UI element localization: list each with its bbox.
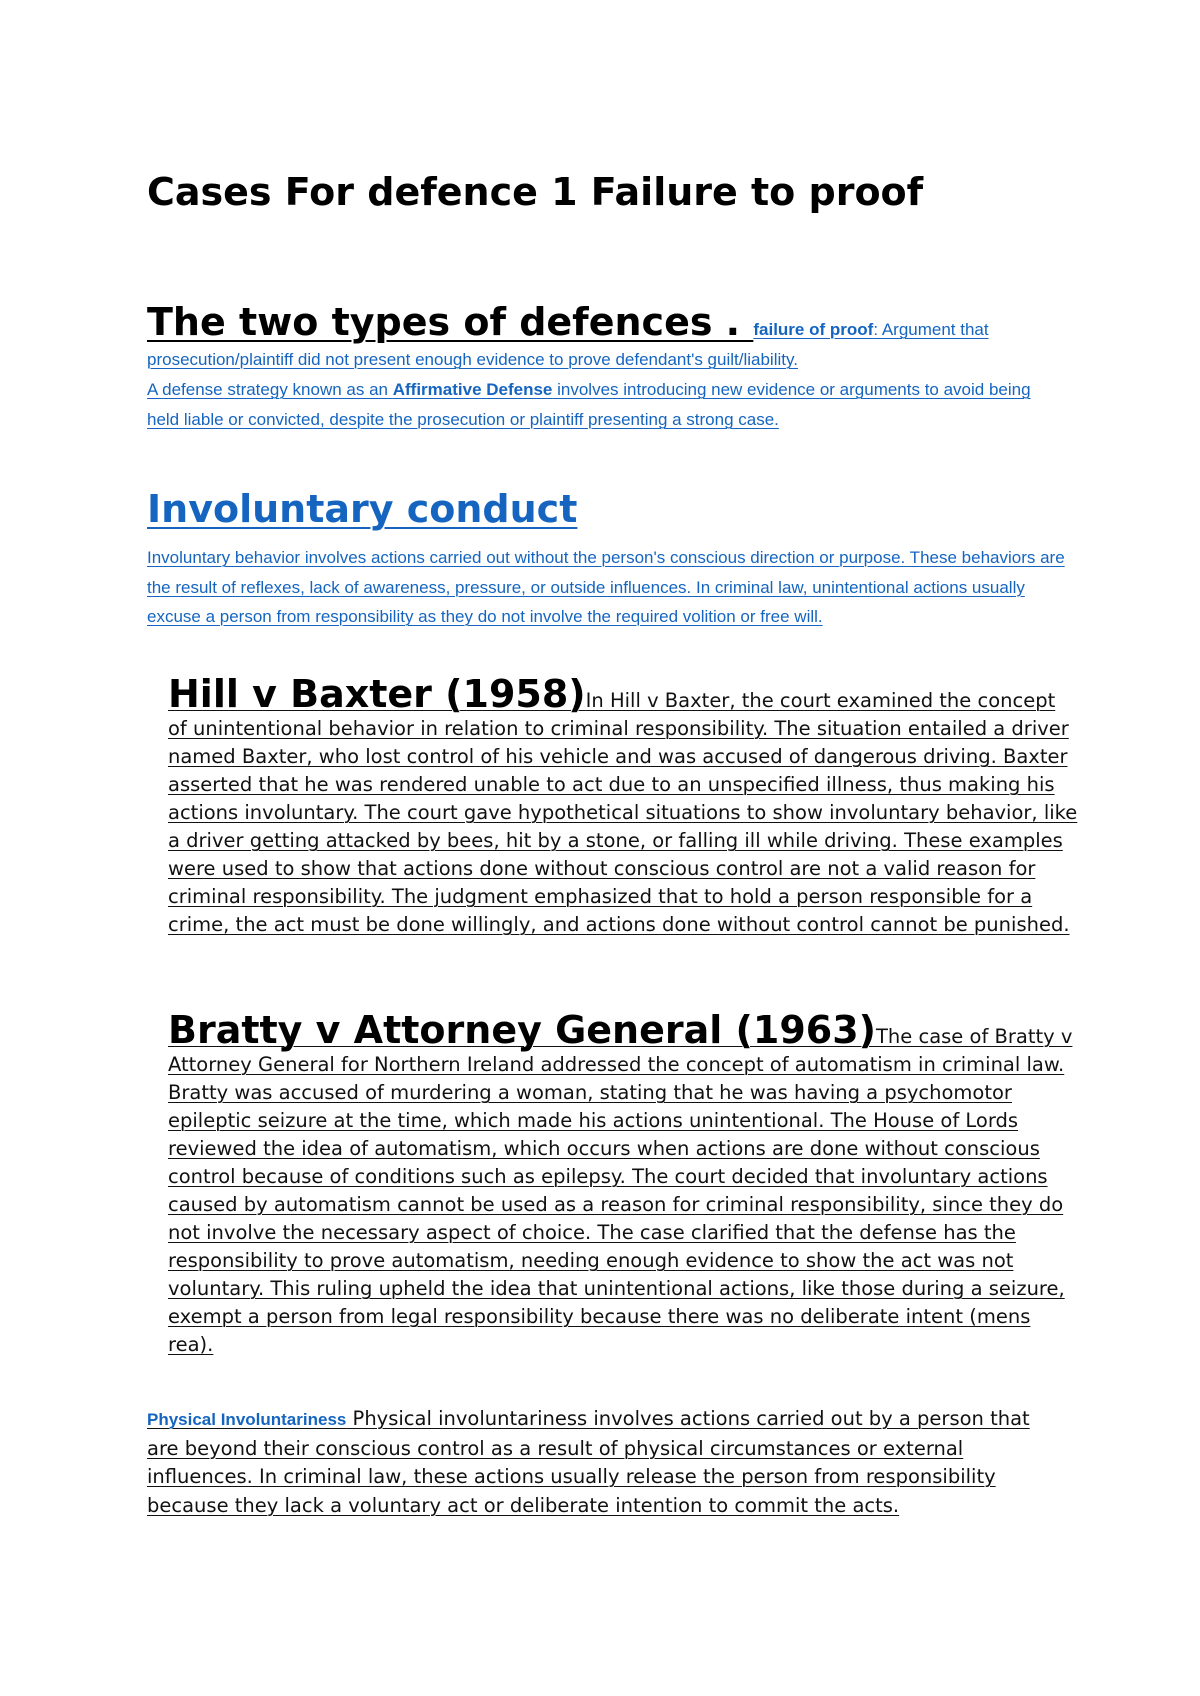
case-heading: Bratty v Attorney General (1963)	[168, 1008, 877, 1052]
case-bratty-v-attorney-general	[168, 1010, 1078, 1359]
affirmative-pre-text: A defense strategy known as an	[147, 380, 393, 399]
failure-of-proof-label: failure of proof	[753, 320, 874, 339]
involuntary-conduct-heading: Involuntary conduct	[147, 487, 578, 531]
affirmative-defense-label: Affirmative Defense	[392, 380, 553, 399]
case-hill-v-baxter	[168, 674, 1078, 939]
physical-involuntariness-text: Physical involuntariness involves actions carried out by a person that are beyond their conscious control as a result of physical circumstances or external influences. In criminal law, these actions usually release the person from responsibility because they lack a voluntary act or deliberate intention to commit the acts.	[147, 1407, 1030, 1517]
affirmative-post-text: involves introducing new evidence or arguments to avoid being held liable or convicted, despite the prosecution or plaintiff presenting a strong case.	[147, 380, 1031, 429]
physical-involuntariness-paragraph	[147, 1405, 1067, 1520]
involuntary-conduct-text: Involuntary behavior involves actions carried out without the person's conscious direction or purpose. These behaviors are the result of reflexes, lack of awareness, pressure, or outside influences. In criminal law, unintentional actions usually excuse a person from responsibility as they do not involve the required volition or free will.	[147, 548, 1065, 626]
case-text: In Hill v Baxter, the court examined the concept of unintentional behavior in relation to criminal responsibility. The situation entailed a driver named Baxter, who lost control of his vehicle and was accused of dangerous driving. Baxter asserted that he was rendered unable to act due to an unspecified illness, thus making his actions involuntary. The court gave hypothetical situations to show involuntary behavior, like a driver getting attacked by bees, hit by a stone, or falling ill while driving. These examples were used to show that actions done without conscious control are not a valid reason for criminal responsibility. The judgment emphasized that to hold a person responsible for a crime, the act must be done willingly, and actions done without control cannot be punished.	[168, 689, 1078, 936]
defences-section	[147, 300, 1067, 435]
affirmative-defense-paragraph	[147, 375, 1067, 435]
page-title: Cases For defence 1 Failure to proof	[147, 170, 924, 214]
case-text: The case of Bratty v Attorney General for Northern Ireland addressed the concept of automatism in criminal law. Bratty was accused of murdering a woman, stating that he was having a psychomotor epileptic seizure at the time, which made his actions unintentional. The House of Lords reviewed the idea of automatism, which occurs when actions are done without conscious control because of conditions such as epilepsy. The court decided that involuntary actions caused by automatism cannot be used as a reason for criminal responsibility, since they do not involve the necessary aspect of choice. The case clarified that the defense has the responsibility to prove automatism, needing enough evidence to show the act was not voluntary. This ruling upheld the idea that unintentional actions, like those during a seizure, exempt a person from legal responsibility because there was no deliberate intent (mens rea).	[168, 1025, 1073, 1356]
defences-heading: The two types of defences .	[147, 300, 754, 344]
case-heading: Hill v Baxter (1958)	[168, 672, 586, 716]
physical-involuntariness-label: Physical Involuntariness	[147, 1410, 347, 1429]
failure-of-proof-text: : Argument that prosecution/plaintiff did not present enough evidence to prove defendant's guilt/liability.	[147, 320, 989, 369]
